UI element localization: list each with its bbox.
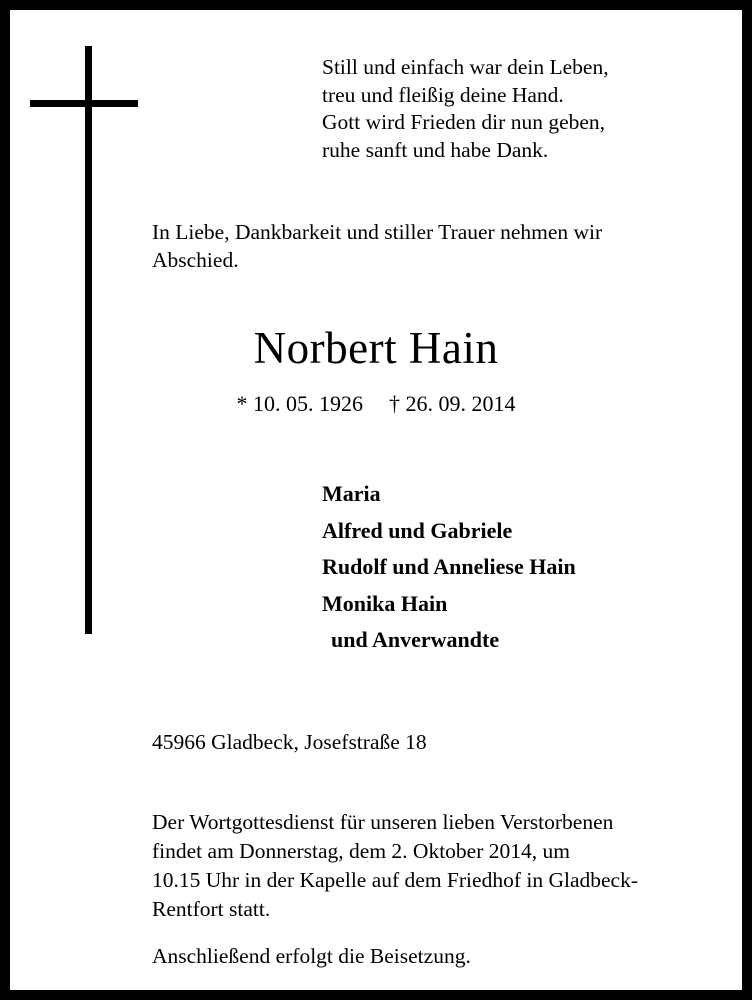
death-date: † 26. 09. 2014 — [389, 391, 516, 416]
service-details — [152, 808, 712, 924]
family-member-2: Alfred und Gabriele — [322, 517, 513, 543]
birth-date: * 10. 05. 1926 — [236, 391, 363, 416]
farewell-statement — [152, 218, 682, 274]
family-relatives: und Anverwandte — [331, 627, 500, 652]
family-member-3: Rudolf und Anneliese Hain — [322, 554, 576, 579]
service-line-1: Der Wortgottesdienst für unseren lieben Verstorbenen — [152, 810, 614, 834]
life-dates — [10, 390, 742, 418]
service-line-4: Rentfort statt. — [152, 897, 271, 921]
verse-line-2: treu und fleißig deine Hand. — [322, 82, 564, 107]
verse-line-1: Still und einfach war dein Leben, — [322, 55, 609, 79]
notice-content-area — [10, 10, 742, 990]
service-line-3: 10.15 Uhr in der Kapelle auf dem Friedhof in Gladbeck- — [152, 868, 638, 892]
burial-note: Anschließend erfolgt die Beisetzung. — [152, 944, 471, 968]
cross-horizontal-bar — [30, 100, 138, 107]
verse-line-3: Gott wird Frieden dir nun geben, — [322, 110, 606, 134]
service-line-2: findet am Donnerstag, dem 2. Oktober 2014, um — [152, 839, 570, 863]
family-address: 45966 Gladbeck, Josefstraße 18 — [152, 730, 427, 754]
surviving-family-list — [322, 476, 576, 659]
deceased-name: Norbert Hain — [253, 323, 499, 373]
memorial-verse — [322, 54, 609, 164]
family-member-1: Maria — [322, 481, 381, 506]
farewell-line-1: In Liebe, Dankbarkeit und stiller Trauer nehmen wir — [152, 220, 603, 244]
verse-line-4: ruhe sanft und habe Dank. — [322, 137, 549, 162]
farewell-line-2: Abschied. — [152, 248, 239, 272]
family-member-4: Monika Hain — [322, 590, 448, 616]
